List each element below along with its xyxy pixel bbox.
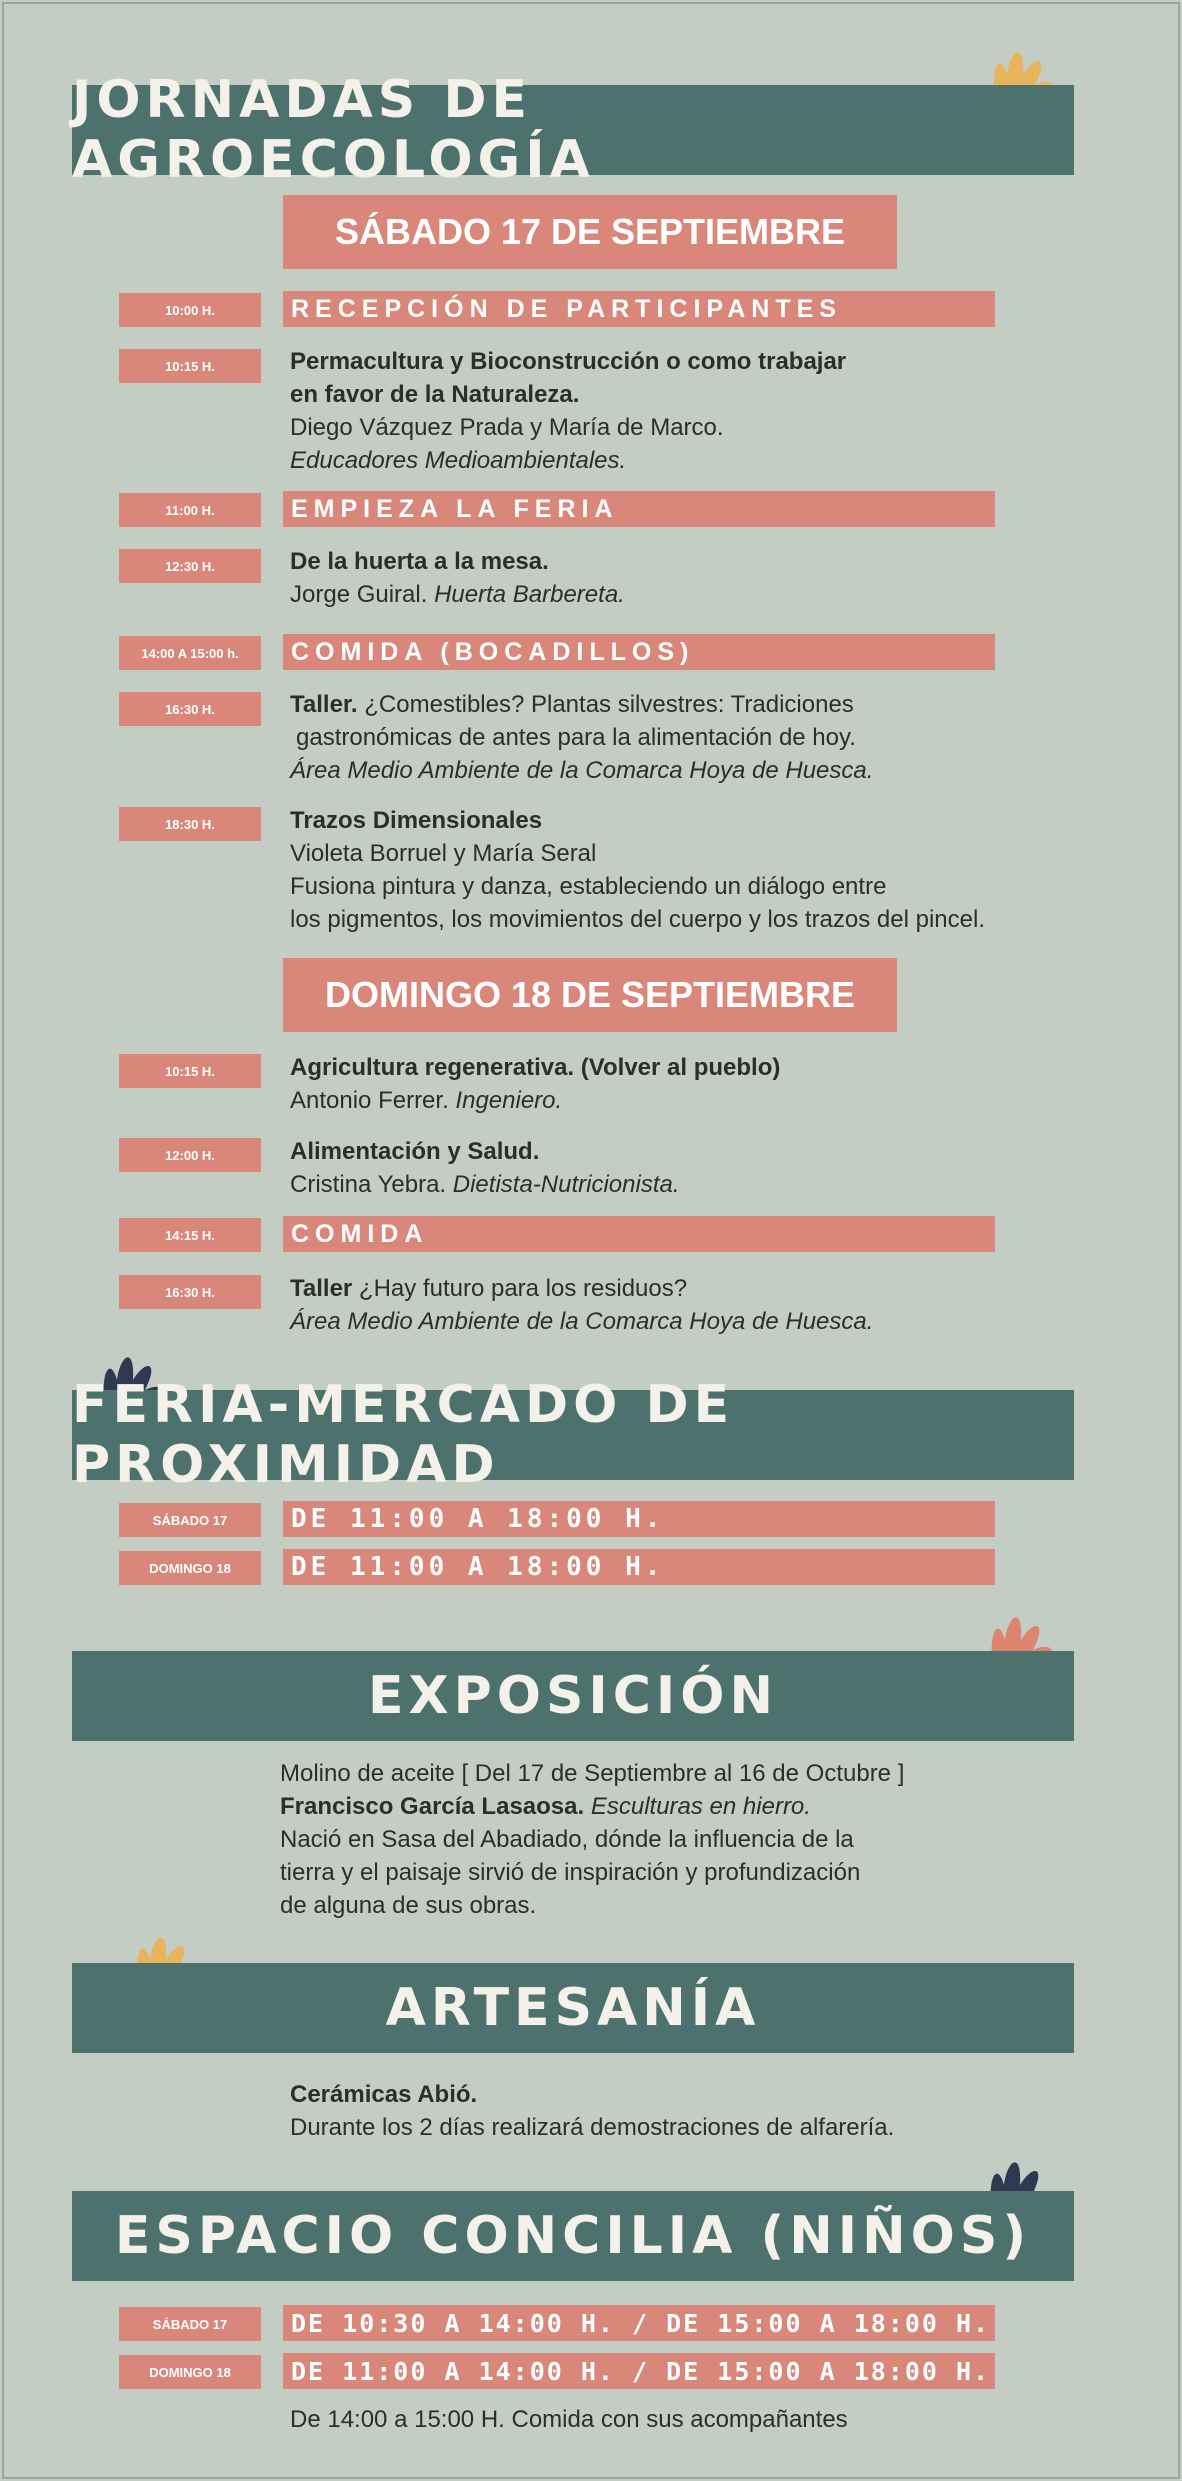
hours-bar: DE 11:00 A 18:00 H. [283,1501,995,1537]
exposicion-medium: Esculturas en hierro. [590,1793,811,1820]
exposicion-desc-3: de alguna de sus obras. [280,1892,537,1919]
event-taller-comestibles [290,688,873,787]
time-badge: 14:00 A 15:00 h. [119,636,261,670]
hours-bar: DE 10:30 A 14:00 H. / DE 15:00 A 18:00 H. [283,2305,995,2341]
time-badge: 12:30 H. [119,549,261,583]
event-speaker: Antonio Ferrer. [290,1087,449,1114]
artesania-name: Cerámicas Abió. [290,2081,478,2108]
event-desc: Fusiona pintura y danza, estableciendo un diálogo entre [290,873,887,900]
concilia-banner: ESPACIO CONCILIA (NIÑOS) [72,2191,1074,2281]
event-taller-residuos [290,1272,873,1338]
reception-bar: RECEPCIÓN DE PARTICIPANTES [283,291,995,327]
time-badge: 16:30 H. [119,1275,261,1309]
event-org: Área Medio Ambiente de la Comarca Hoya de Huesca. [290,1308,874,1335]
event-speaker: Cristina Yebra. [290,1171,447,1198]
event-title: Agricultura regenerativa. (Volver al pueblo) [290,1054,781,1081]
event-role: Huerta Barbereta. [434,581,625,608]
event-title: Taller [290,1275,353,1302]
time-badge: 16:30 H. [119,692,261,726]
exposicion-venue: Molino de aceite [ Del 17 de Septiembre al 16 de Octubre ] [280,1760,905,1787]
artesania-desc: Durante los 2 días realizará demostraciones de alfarería. [290,2114,895,2141]
artesania-banner: ARTESANÍA [72,1963,1074,2053]
event-speakers: Violeta Borruel y María Seral [290,840,597,867]
event-speaker: Jorge Guiral. [290,581,428,608]
concilia-note: De 14:00 a 15:00 H. Comida con sus acompañantes [290,2406,848,2433]
exposicion-desc-1: Nació en Sasa del Abadiado, dónde la influencia de la [280,1826,854,1853]
exposicion-artist: Francisco García Lasaosa. [280,1793,585,1820]
event-trazos [290,804,985,936]
time-badge: 18:30 H. [119,807,261,841]
time-badge: 12:00 H. [119,1138,261,1172]
comida-bocadillos-bar: COMIDA (BOCADILLOS) [283,634,995,670]
time-badge: 11:00 H. [119,493,261,527]
event-title: De la huerta a la mesa. [290,548,549,575]
event-title-2: en favor de la Naturaleza. [290,381,580,408]
event-title: Taller. [290,691,358,718]
event-speakers: Diego Vázquez Prada y María de Marco. [290,414,724,441]
event-desc-2: gastronómicas de antes para la alimentación de hoy. [296,724,856,751]
event-role: Ingeniero. [455,1087,563,1114]
event-title: Trazos Dimensionales [290,807,543,834]
event-agricultura [290,1051,780,1117]
jornadas-banner: JORNADAS DE AGROECOLOGÍA [72,85,1074,175]
event-alimentacion [290,1135,680,1201]
feria-start-bar: EMPIEZA LA FERIA [283,491,995,527]
sunday-heading: DOMINGO 18 DE SEPTIEMBRE [283,958,897,1032]
exposicion-desc-2: tierra y el paisaje sirvió de inspiración y profundización [280,1859,861,1886]
time-badge: 14:15 H. [119,1218,261,1252]
event-org: Área Medio Ambiente de la Comarca Hoya de Huesca. [290,757,874,784]
event-title: Alimentación y Salud. [290,1138,540,1165]
day-badge: SÁBADO 17 [119,1503,261,1537]
event-title: Permacultura y Bioconstrucción o como trabajar [290,348,847,375]
event-desc-2: los pigmentos, los movimientos del cuerpo y los trazos del pincel. [290,906,985,933]
event-huerta [290,545,625,611]
feria-banner: FERIA-MERCADO DE PROXIMIDAD [72,1390,1074,1480]
day-badge: DOMINGO 18 [119,1551,261,1585]
comida-bar: COMIDA [283,1216,995,1252]
time-badge: 10:15 H. [119,1054,261,1088]
hours-bar: DE 11:00 A 14:00 H. / DE 15:00 A 18:00 H. [283,2353,995,2389]
event-role: Educadores Medioambientales. [290,447,627,474]
exposicion-text [280,1757,904,1922]
day-badge: SÁBADO 17 [119,2307,261,2341]
time-badge: 10:15 H. [119,349,261,383]
event-role: Dietista-Nutricionista. [452,1171,680,1198]
day-badge: DOMINGO 18 [119,2355,261,2389]
event-permacultura [290,345,846,477]
artesania-text [290,2078,894,2144]
event-desc: ¿Comestibles? Plantas silvestres: Tradiciones [364,691,854,718]
hours-bar: DE 11:00 A 18:00 H. [283,1549,995,1585]
saturday-heading: SÁBADO 17 DE SEPTIEMBRE [283,195,897,269]
exposicion-banner: EXPOSICIÓN [72,1651,1074,1741]
time-badge: 10:00 H. [119,293,261,327]
event-desc: ¿Hay futuro para los residuos? [358,1275,688,1302]
